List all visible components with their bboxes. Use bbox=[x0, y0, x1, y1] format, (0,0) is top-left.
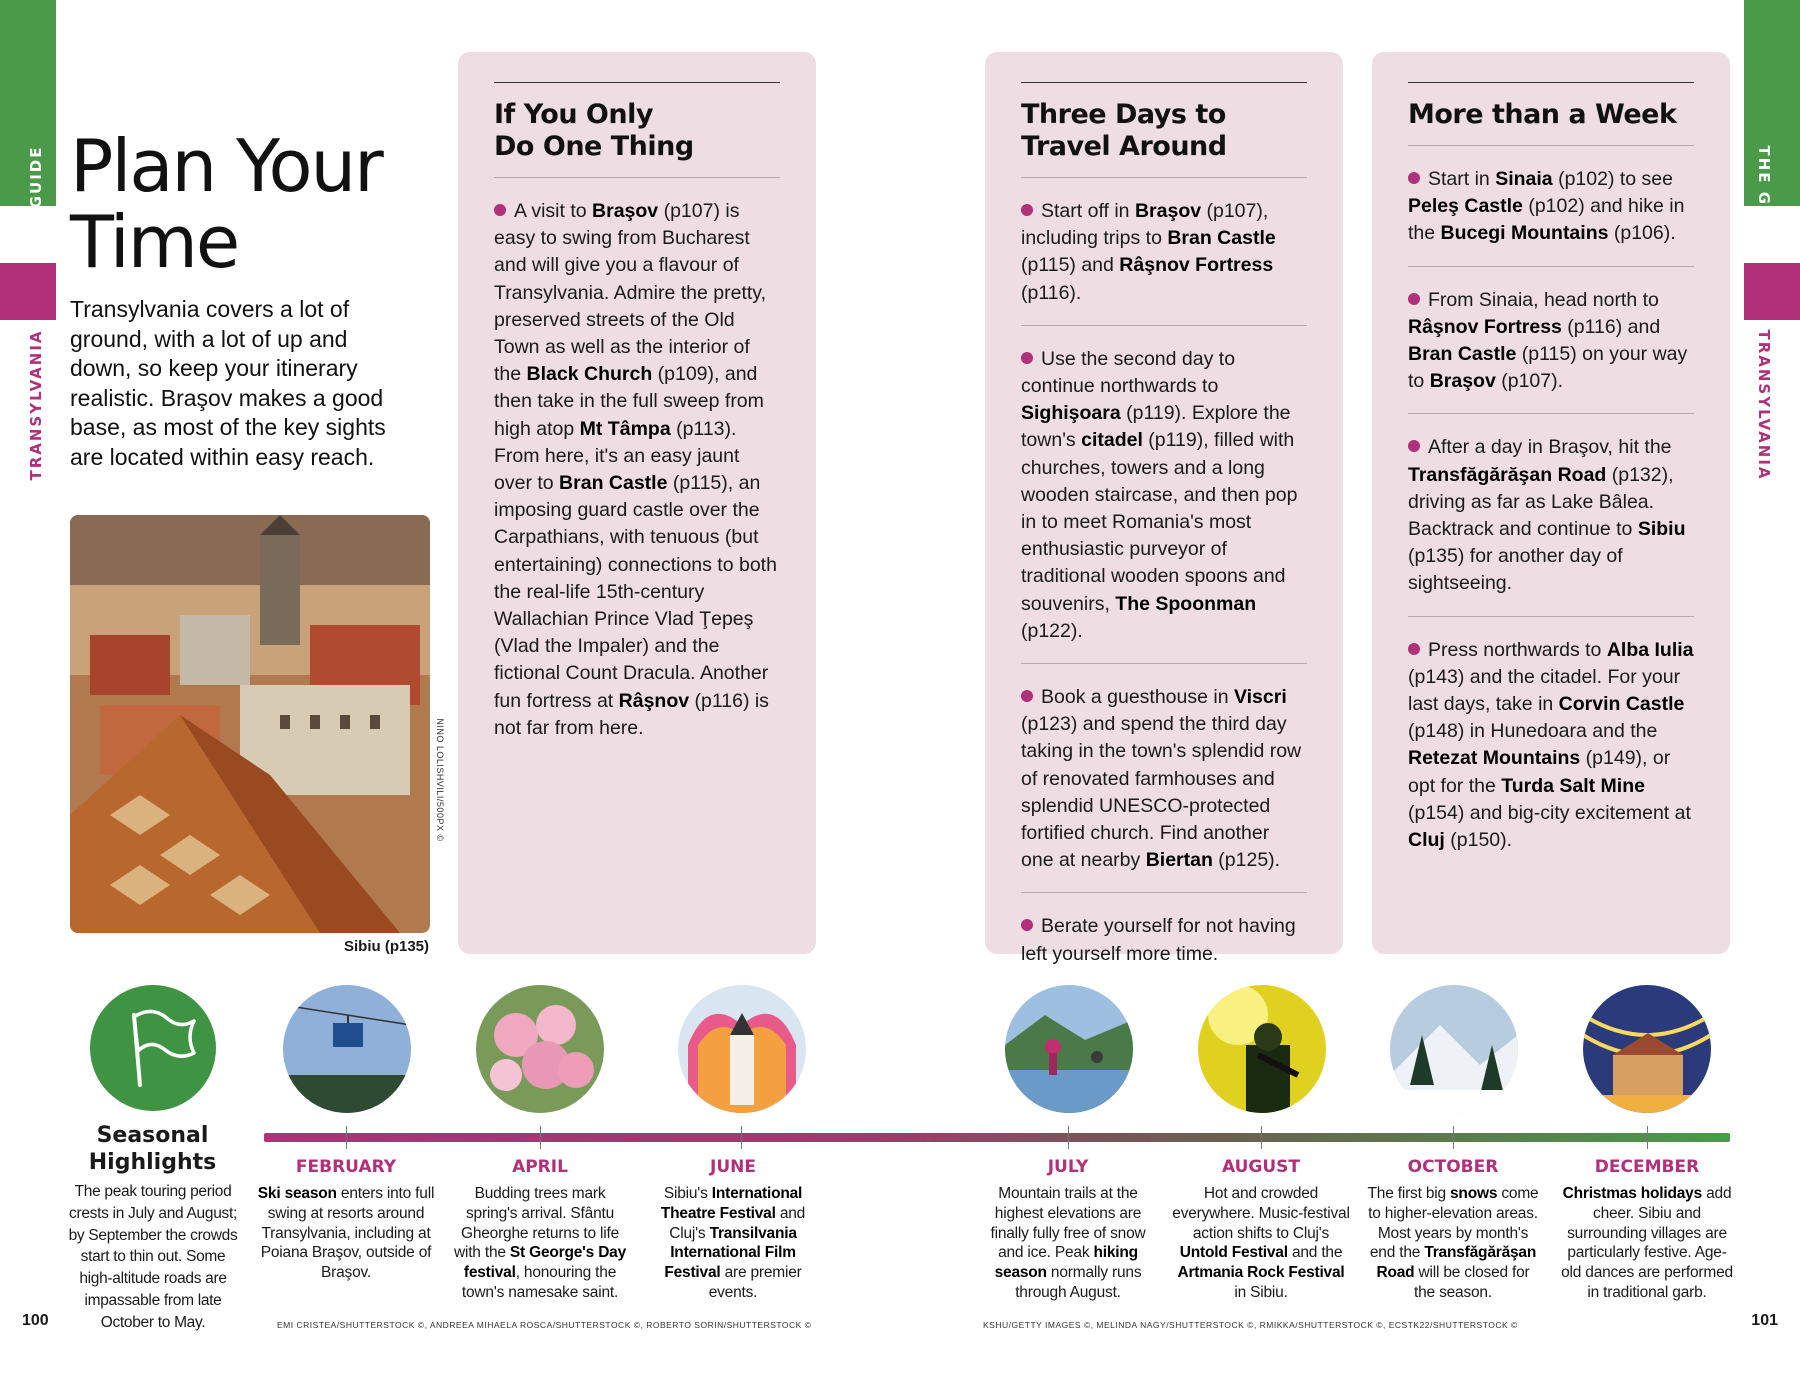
itinerary-item: A visit to Braşov (p107) is easy to swing from Bucharest and will give you a flavour of Transylvania. Admire the pretty, preserved streets of the Old Town as well as the interior of the Black Church (p109), and then take in the full sweep from high atop Mt Tâmpa (p113). From here, it's an easy jaunt over to Bran Castle (p115), an imposing guard castle over the Carpathians, with tenuous (but entertaining) connections to both the real-life 15th-century Wallachian Prince Vlad Ţepeş (Vlad the Impaler) and the fictional Count Dracula. Another fun fortress at Râşnov (p116) is not far from here. bbox=[494, 177, 780, 760]
timeline-bar bbox=[264, 1133, 1730, 1142]
month-description: The first big snows come to higher-elevation areas. Most years by month's end the Transfăgărăşan Road will be closed for the season. bbox=[1367, 1185, 1539, 1301]
panel-title: More than a Week bbox=[1408, 99, 1677, 130]
month-description: Mountain trails at the highest elevations are finally fully free of snow and ice. Peak hiking season normally runs through August. bbox=[990, 1185, 1146, 1301]
panel-one-thing bbox=[458, 52, 816, 954]
month-description: Ski season enters into full swing at resorts around Transylvania, including at Poiana Braşov, outside of Braşov. bbox=[257, 1185, 435, 1282]
guide-tab-label-left: THE GUIDE bbox=[27, 145, 45, 255]
timeline-tick bbox=[1261, 1126, 1262, 1149]
photo-credits-right: KSHU/GETTY IMAGES ©, MELINDA NAGY/SHUTTERSTOCK ©, RMIKKA/SHUTTERSTOCK ©, ECSTK22/SHUTTERSTOCK © bbox=[983, 1320, 1518, 1330]
page-title-line-2: Time bbox=[70, 200, 239, 284]
month-photo bbox=[1198, 985, 1326, 1113]
month-photo bbox=[476, 985, 604, 1113]
itinerary-item: Book a guesthouse in Viscri (p123) and spend the third day taking in the town's splendid row of renovated farmhouses and splendid UNESCO-protected fortified church. Find another one at nearby Biertan (p125). bbox=[1021, 663, 1307, 892]
itinerary-item: After a day in Braşov, hit the Transfăgărăşan Road (p132), driving as far as Lake Bâlea. Backtrack and continue to Sibiu (p135) for another day of sightseeing. bbox=[1408, 413, 1694, 615]
month-description: Hot and crowded everywhere. Music-festival action shifts to Cluj's Untold Festival and the Artmania Rock Festival in Sibiu. bbox=[1172, 1185, 1350, 1301]
itinerary-item: From Sinaia, head north to Râşnov Fortress (p116) and Bran Castle (p115) on your way to Braşov (p107). bbox=[1408, 266, 1694, 414]
photo-caption: Sibiu (p135) bbox=[344, 938, 430, 955]
timeline-tick bbox=[346, 1126, 347, 1149]
month-label: OCTOBER bbox=[1407, 1157, 1499, 1177]
bullet-icon bbox=[1408, 440, 1420, 452]
month-photo bbox=[283, 985, 411, 1113]
panel-more-than-week bbox=[1372, 52, 1730, 954]
month-description: Christmas holidays add cheer. Sibiu and surrounding villages are particularly festive. Age-old dances are performed in traditional garb. bbox=[1561, 1185, 1733, 1301]
bullet-icon bbox=[1408, 293, 1420, 305]
intro-text: Transylvania covers a lot of ground, with a lot of up and down, so keep your itinerary realistic. Braşov makes a good base, as most of the key sights are located within easy reach. bbox=[70, 296, 386, 470]
month-description: Budding trees mark spring's arrival. Sfântu Gheorghe returns to life with the St George's Day festival, honouring the town's namesake saint. bbox=[453, 1185, 627, 1301]
timeline-tick bbox=[1068, 1126, 1069, 1149]
itinerary-item: Start in Sinaia (p102) to see Peleş Castle (p102) and hike in the Bucegi Mountains (p106). bbox=[1408, 145, 1694, 266]
region-tab-left bbox=[0, 263, 56, 320]
timeline-tick bbox=[1453, 1126, 1454, 1149]
itinerary-item: Press northwards to Alba Iulia (p143) and the citadel. For your last days, take in Corvin Castle (p148) in Hunedoara and the Retezat Mountains (p149), or opt for the Turda Salt Mine (p154) and big-city excitement at Cluj (p150). bbox=[1408, 616, 1694, 873]
region-tab-right bbox=[1744, 263, 1800, 320]
month-photo bbox=[1005, 985, 1133, 1113]
month-photo bbox=[678, 985, 806, 1113]
photo-credit: NINO LOLISHVILI/500PX © bbox=[435, 718, 445, 842]
month-label: APRIL bbox=[512, 1157, 568, 1177]
sibiu-photo bbox=[70, 515, 430, 933]
bullet-icon bbox=[1408, 172, 1420, 184]
month-photo bbox=[1390, 985, 1518, 1113]
timeline-tick bbox=[741, 1126, 742, 1149]
month-label: FEBRUARY bbox=[295, 1157, 397, 1177]
itinerary-item: Berate yourself for not having left yourself more time. bbox=[1021, 892, 1307, 985]
panel-three-days bbox=[985, 52, 1343, 965]
timeline-tick bbox=[1647, 1126, 1648, 1149]
page-title bbox=[70, 124, 382, 284]
seasonal-description: The peak touring period crests in July and August; by September the crowds start to thin out. Some high-altitude roads are impassable from late October to May. bbox=[68, 1183, 238, 1331]
region-tab-label-left: TRANSYLVANIA bbox=[27, 329, 45, 481]
photo-credits-left: EMI CRISTEA/SHUTTERSTOCK ©, ANDREEA MIHAELA ROSCA/SHUTTERSTOCK ©, ROBERTO SORIN/SHUTTERSTOCK © bbox=[277, 1320, 812, 1330]
bullet-icon bbox=[1021, 690, 1033, 702]
month-label: AUGUST bbox=[1221, 1157, 1301, 1177]
seasonal-title: Seasonal Highlights bbox=[88, 1123, 217, 1175]
flag-icon bbox=[90, 985, 216, 1111]
timeline-tick bbox=[540, 1126, 541, 1149]
page-number-right: 101 bbox=[1751, 1312, 1778, 1329]
month-description: Sibiu's International Theatre Festival and Cluj's Transilvania International Film Festival are premier events. bbox=[660, 1185, 806, 1301]
month-label: JUNE bbox=[710, 1157, 756, 1177]
bullet-icon bbox=[1408, 643, 1420, 655]
panel-title: Three Days to Travel Around bbox=[1021, 99, 1227, 162]
bullet-icon bbox=[494, 204, 506, 216]
page-title-line-1: Plan Your bbox=[70, 124, 382, 208]
month-photo bbox=[1583, 985, 1711, 1113]
region-tab-label-right: TRANSYLVANIA bbox=[1755, 329, 1773, 481]
guide-tab-label-right: THE GUIDE bbox=[1755, 145, 1773, 255]
bullet-icon bbox=[1021, 352, 1033, 364]
panel-title: If You Only Do One Thing bbox=[494, 99, 694, 162]
bullet-icon bbox=[1021, 204, 1033, 216]
month-label: DECEMBER bbox=[1594, 1157, 1700, 1177]
itinerary-item: Start off in Braşov (p107), including trips to Bran Castle (p115) and Râşnov Fortress (p116). bbox=[1021, 177, 1307, 325]
month-label: JULY bbox=[1047, 1157, 1089, 1177]
page-number-left: 100 bbox=[22, 1312, 49, 1329]
bullet-icon bbox=[1021, 919, 1033, 931]
itinerary-item: Use the second day to continue northwards to Sighişoara (p119). Explore the town's citadel (p119), filled with churches, towers and a long wooden staircase, and then pop in to meet Romania's most enthusiastic purveyor of traditional wooden spoons and souvenirs, The Spoonman (p122). bbox=[1021, 325, 1307, 663]
